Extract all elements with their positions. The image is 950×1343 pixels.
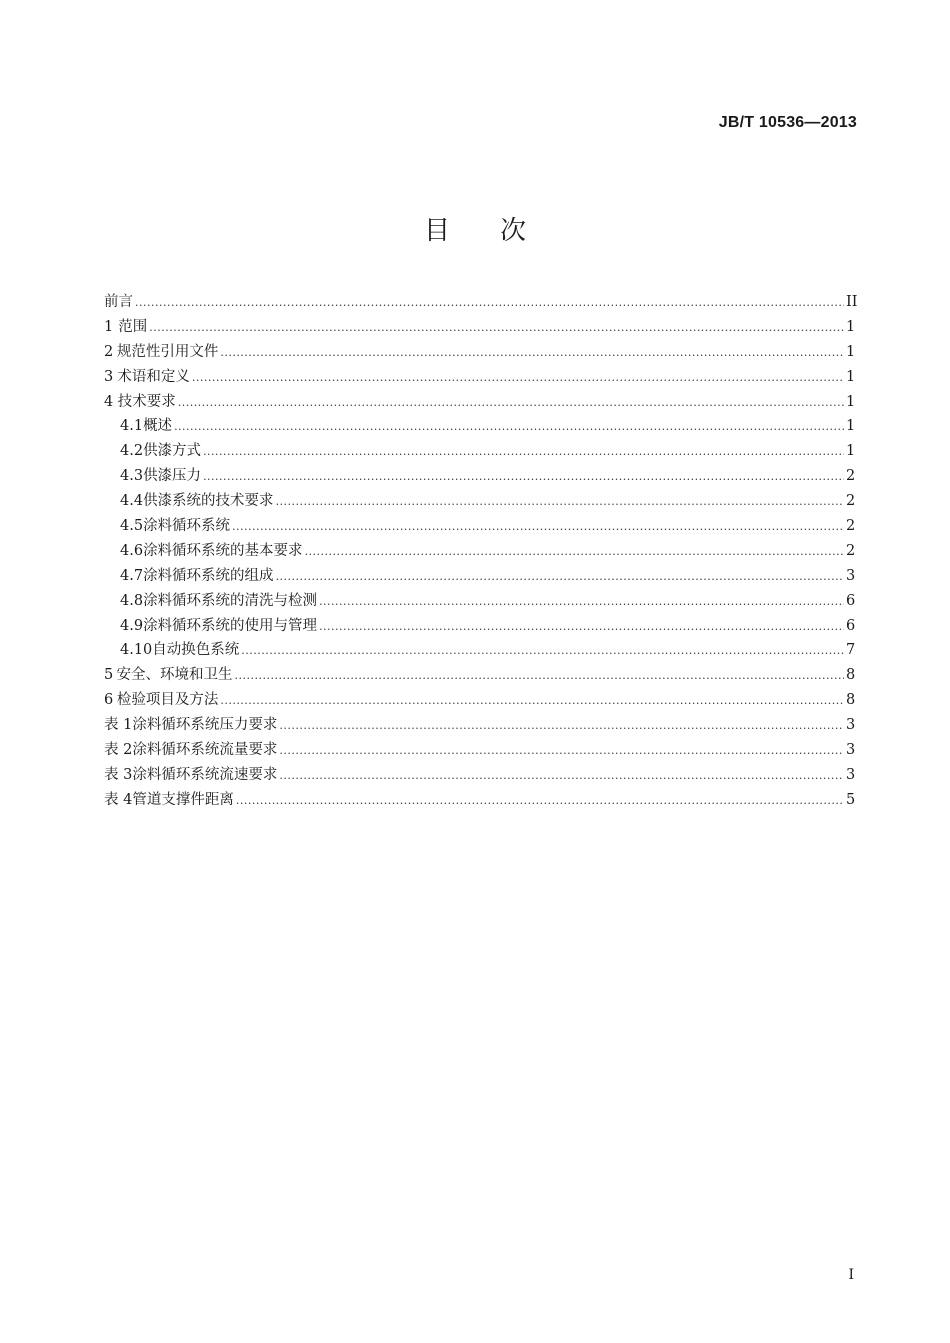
toc-label: 安全、环境和卫生 [116, 667, 233, 684]
toc-page: 7 [846, 642, 856, 659]
toc-label: 涂料循环系统的基本要求 [143, 542, 303, 559]
toc-number: 4.6 [120, 542, 144, 559]
toc-page: 1 [846, 343, 856, 360]
toc-page: 2 [846, 542, 856, 559]
toc-page: 8 [846, 667, 856, 684]
toc-entry-4-6[interactable] [104, 539, 854, 564]
toc-entry-table-3[interactable] [104, 763, 854, 788]
toc-number: 4 [104, 393, 114, 410]
toc-label: 供漆方式 [143, 443, 202, 460]
toc-leader [192, 366, 844, 391]
toc-label: 涂料循环系统的组成 [143, 567, 274, 584]
toc-leader [279, 739, 844, 764]
toc-label: 自动换色系统 [152, 642, 240, 659]
toc-label: 前言 [104, 294, 133, 310]
toc-entry-table-1[interactable] [104, 713, 854, 738]
toc-entry-4-4[interactable] [104, 489, 854, 514]
toc-number: 4.7 [120, 567, 144, 584]
toc-label: 涂料循环系统的清洗与检测 [143, 592, 318, 609]
toc-number: 4.4 [120, 493, 144, 510]
toc-page: II [846, 294, 858, 310]
toc-page: 2 [846, 468, 856, 485]
toc-page: 6 [846, 592, 856, 609]
toc-number: 3 [104, 368, 114, 385]
toc-number: 4.1 [120, 418, 144, 435]
toc-entry-4-3[interactable] [104, 464, 854, 489]
toc-page: 8 [846, 692, 856, 709]
toc-leader [319, 615, 844, 640]
toc-number: 1 [104, 318, 114, 335]
page-number: I [848, 1267, 854, 1283]
toc-leader [174, 415, 844, 440]
toc-page: 1 [846, 318, 856, 335]
toc-leader [178, 391, 844, 416]
toc-leader [279, 764, 844, 789]
toc-number: 2 [104, 343, 114, 360]
toc-label: 技术要求 [117, 393, 176, 410]
toc-leader [319, 590, 844, 615]
toc-page: 1 [846, 368, 856, 385]
toc-number: 4.3 [120, 468, 144, 485]
toc-label: 涂料循环系统压力要求 [132, 717, 278, 734]
toc-label: 术语和定义 [117, 368, 190, 385]
table-of-contents [104, 290, 858, 813]
toc-leader [279, 714, 844, 739]
toc-number: 6 [104, 692, 114, 709]
toc-leader [241, 639, 844, 664]
toc-leader [149, 316, 844, 341]
toc-entry-4-8[interactable] [104, 589, 854, 614]
toc-entry-4-7[interactable] [104, 564, 854, 589]
toc-number: 表 1 [104, 717, 133, 734]
toc-entry-table-2[interactable] [104, 738, 854, 763]
toc-leader [235, 664, 844, 689]
page-title: 目次 [423, 216, 576, 246]
toc-label: 概述 [143, 418, 173, 435]
toc-leader [220, 341, 844, 366]
toc-page: 1 [846, 418, 856, 435]
toc-entry-foreword[interactable] [104, 290, 858, 315]
toc-entry-4-2[interactable] [104, 439, 854, 464]
toc-label: 规范性引用文件 [116, 343, 219, 360]
toc-number: 4.8 [120, 592, 144, 609]
toc-leader [236, 789, 844, 814]
toc-leader [276, 565, 844, 590]
toc-leader [276, 490, 844, 515]
toc-label: 涂料循环系统的使用与管理 [143, 617, 318, 634]
toc-label: 供漆压力 [143, 468, 202, 485]
toc-leader [135, 291, 844, 316]
toc-page: 3 [846, 766, 856, 783]
toc-number: 4.5 [120, 518, 144, 535]
toc-number: 表 3 [104, 766, 133, 783]
toc-page: 5 [846, 791, 856, 808]
toc-entry-4-9[interactable] [104, 614, 854, 639]
toc-page: 1 [846, 443, 856, 460]
toc-entry-5[interactable] [104, 663, 854, 688]
toc-page: 6 [846, 617, 856, 634]
toc-entry-4-10[interactable] [104, 638, 854, 663]
toc-number: 表 2 [104, 742, 133, 759]
toc-entry-6[interactable] [104, 688, 854, 713]
toc-entry-4-5[interactable] [104, 514, 854, 539]
toc-page: 1 [846, 393, 856, 410]
toc-entry-2[interactable] [104, 340, 854, 365]
toc-page: 3 [846, 567, 856, 584]
toc-number: 5 [104, 667, 114, 684]
toc-leader [232, 515, 844, 540]
toc-entry-3[interactable] [104, 365, 854, 390]
toc-leader [203, 440, 844, 465]
toc-label: 涂料循环系统 [143, 518, 231, 535]
toc-page: 3 [846, 742, 856, 759]
toc-label: 范围 [118, 318, 148, 335]
toc-entry-table-4[interactable] [104, 788, 854, 813]
toc-entry-4-1[interactable] [104, 414, 854, 439]
toc-label: 涂料循环系统流速要求 [132, 766, 278, 783]
standard-code: JB/T 10536—2013 [718, 114, 857, 131]
toc-leader [203, 465, 844, 490]
toc-page: 2 [846, 518, 856, 535]
toc-page: 3 [846, 717, 856, 734]
toc-number: 4.2 [120, 443, 144, 460]
toc-entry-1[interactable] [104, 315, 854, 340]
toc-entry-4[interactable] [104, 390, 854, 415]
toc-label: 涂料循环系统流量要求 [132, 742, 278, 759]
toc-label: 管道支撑件距离 [132, 791, 234, 808]
toc-label: 供漆系统的技术要求 [143, 493, 274, 510]
toc-leader [305, 540, 844, 565]
toc-number: 4.9 [120, 617, 144, 634]
toc-leader [220, 689, 844, 714]
toc-number: 4.10 [120, 642, 153, 659]
toc-label: 检验项目及方法 [116, 692, 219, 709]
toc-page: 2 [846, 493, 856, 510]
toc-number: 表 4 [104, 791, 133, 808]
